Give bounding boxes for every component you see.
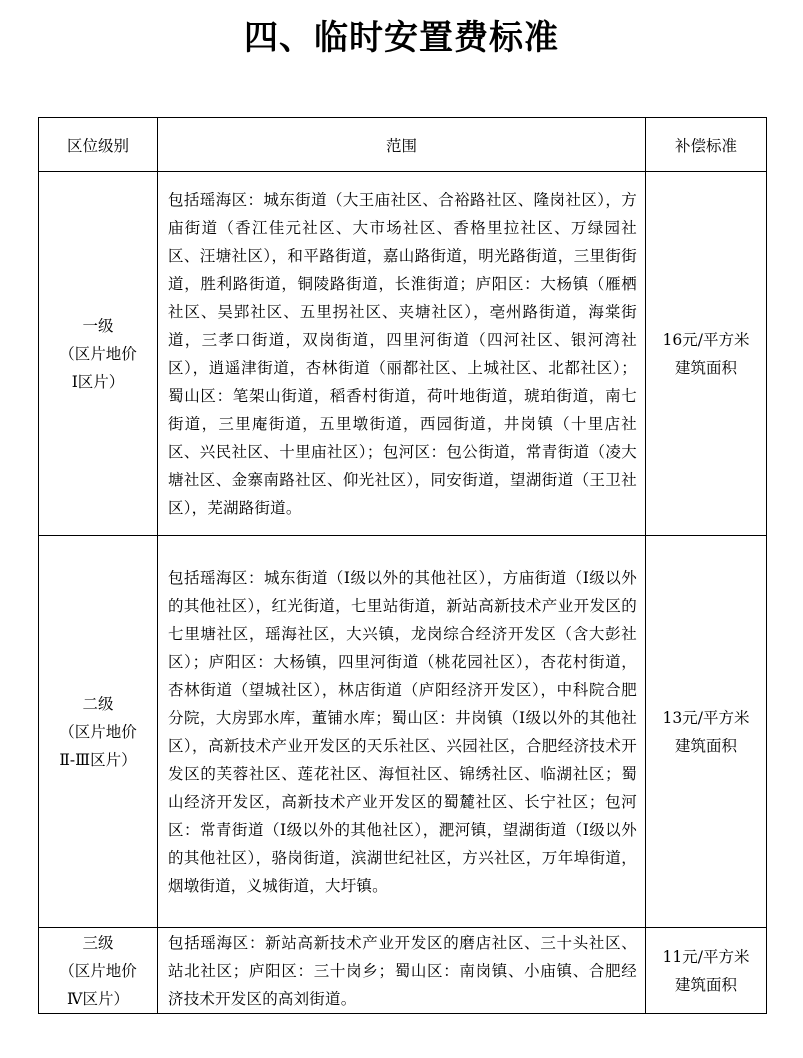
level-cell <box>39 536 158 928</box>
header-level: 区位级别 <box>39 118 158 172</box>
compensation-table <box>38 117 767 1014</box>
level-note: Ⅱ-Ⅲ区片） <box>59 750 137 769</box>
rate-unit: 建筑面积 <box>674 736 737 755</box>
page-title: 四、临时安置费标准 <box>244 18 559 58</box>
level-cell <box>39 928 158 1014</box>
rate-cell <box>646 928 767 1014</box>
rate-value: 13元/平方米 <box>662 708 750 727</box>
table-row <box>39 928 767 1014</box>
level-note: （区片地价 <box>59 961 137 980</box>
rate-value: 11元/平方米 <box>662 947 750 966</box>
level-note: Ⅳ区片） <box>67 989 129 1008</box>
level-name: 二级 <box>82 694 114 713</box>
scope-cell: 包括瑶海区：城东街道（大王庙社区、合裕路社区、隆岗社区），方庙街道（香江佳元社区、大市场社区、香格里拉社区、万绿园社区、汪塘社区），和平路街道，嘉山路街道，明光路街道，三里街街道，胜利路街道，铜陵路街道，长淮街道；庐阳区：大杨镇（雁栖社区、吴郢社区、五里拐社区、夹塘社区），亳州路街道，海棠街道，三孝口街道，双岗街道，四里河街道（四河社区、银河湾社区），逍遥津街道，杏林街道（丽都社区、上城社区、北都社区）；蜀山区：笔架山街道，稻香村街道，荷叶地街道，琥珀街道，南七街道，三里庵街道，五里墩街道，西园街道，井岗镇（十里店社区、兴民社区、十里庙社区）；包河区：包公街道，常青街道（凌大塘社区、金寨南路社区、仰光社区），同安街道，望湖街道（王卫社区），芜湖路街道。 <box>158 172 646 536</box>
level-note: （区片地价 <box>59 722 137 741</box>
scope-cell: 包括瑶海区：城东街道（Ⅰ级以外的其他社区），方庙街道（Ⅰ级以外的其他社区），红光街道，七里站街道，新站高新技术产业开发区的七里塘社区，瑶海社区，大兴镇，龙岗综合经济开发区（含大彭社区）；庐阳区：大杨镇，四里河街道（桃花园社区），杏花村街道，杏林街道（望城社区），林店街道（庐阳经济开发区），中科院合肥分院，大房郢水库，董铺水库；蜀山区：井岗镇（Ⅰ级以外的其他社区），高新技术产业开发区的天乐社区、兴园社区，合肥经济技术开发区的芙蓉社区、莲花社区、海恒社区、锦绣社区、临湖社区；蜀山经济开发区，高新技术产业开发区的蜀麓社区、长宁社区；包河区：常青街道（Ⅰ级以外的其他社区），淝河镇，望湖街道（Ⅰ级以外的其他社区），骆岗街道，滨湖世纪社区，方兴社区，万年埠街道，烟墩街道，义城街道，大圩镇。 <box>158 536 646 928</box>
rate-cell <box>646 172 767 536</box>
rate-unit: 建筑面积 <box>674 975 737 994</box>
header-standard: 补偿标准 <box>646 118 767 172</box>
rate-unit: 建筑面积 <box>674 358 737 377</box>
rate-value: 16元/平方米 <box>662 330 750 349</box>
level-name: 三级 <box>82 933 114 952</box>
level-cell <box>39 172 158 536</box>
rate-cell <box>646 536 767 928</box>
header-scope: 范围 <box>158 118 646 172</box>
table-header-row <box>39 118 767 172</box>
table-row <box>39 172 767 536</box>
level-name: 一级 <box>82 316 114 335</box>
level-note: Ⅰ区片） <box>71 372 125 391</box>
scope-cell: 包括瑶海区：新站高新技术产业开发区的磨店社区、三十头社区、站北社区；庐阳区：三十岗乡；蜀山区：南岗镇、小庙镇、合肥经济技术开发区的高刘街道。 <box>158 928 646 1014</box>
level-note: （区片地价 <box>59 344 137 363</box>
table-row <box>39 536 767 928</box>
